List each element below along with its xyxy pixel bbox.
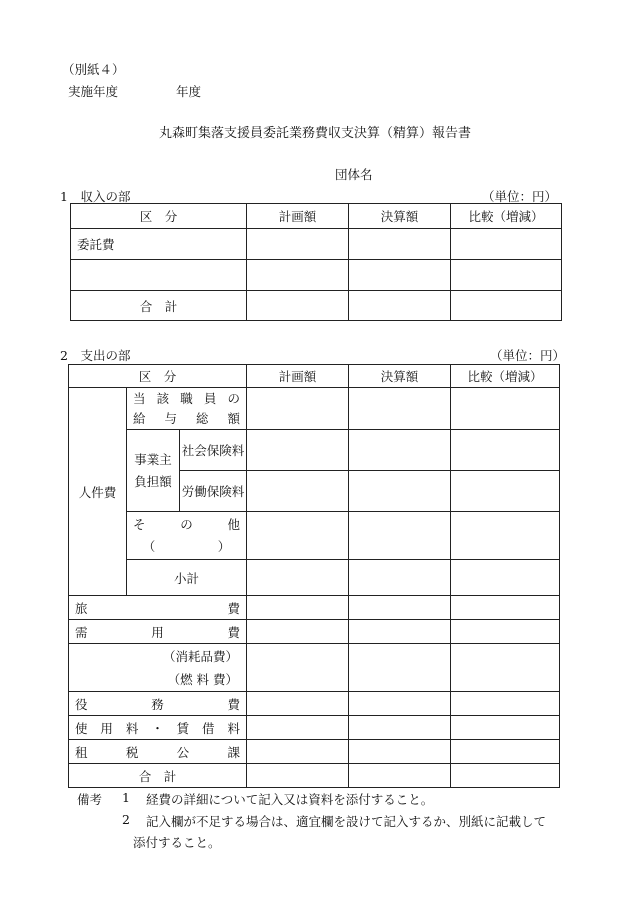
cell-actual[interactable]	[349, 471, 451, 512]
income-header-row	[71, 204, 562, 229]
table-row	[69, 512, 560, 560]
cell-plan[interactable]	[247, 764, 349, 788]
cell-diff[interactable]	[451, 716, 560, 740]
employer-line2: 負担額	[134, 473, 172, 489]
salary-line1: 当 該 職 員 の	[133, 390, 241, 406]
table-row	[69, 560, 560, 596]
cell-actual[interactable]	[349, 692, 451, 716]
table-row	[69, 388, 560, 430]
cell-plan[interactable]	[247, 260, 349, 291]
col-diff: 比較（増減）	[451, 204, 562, 229]
col-category: 区 分	[71, 204, 247, 229]
supplies-text: 需 用 費	[75, 624, 241, 640]
cell-diff[interactable]	[451, 388, 560, 430]
note-2-continuation: 添付すること。	[133, 835, 221, 850]
cell-actual[interactable]	[349, 388, 451, 430]
other-label	[127, 512, 247, 560]
notes-label: 備考	[77, 792, 103, 807]
travel-text: 旅 費	[75, 600, 241, 616]
note-1-number: 1	[122, 790, 130, 805]
cell-plan[interactable]	[247, 740, 349, 764]
table-row	[69, 596, 560, 620]
organization-label: 団体名	[335, 167, 373, 182]
fuel-label: （燃 料 費）	[167, 671, 239, 687]
note-2-number: 2	[122, 812, 130, 827]
cell-plan[interactable]	[247, 388, 349, 430]
cell-plan[interactable]	[247, 291, 349, 321]
cell-diff[interactable]	[451, 229, 562, 260]
table-row	[69, 692, 560, 716]
cell-diff[interactable]	[451, 260, 562, 291]
labor-insurance-label: 労働保険料	[180, 471, 247, 512]
rental-text: 使 用 料 ・ 賃 借 料	[75, 720, 240, 736]
income-total-label: 合 計	[71, 291, 247, 321]
expense-total-row	[69, 764, 560, 788]
subtotal-label: 小計	[127, 560, 247, 596]
cell-plan[interactable]	[247, 512, 349, 560]
col-actual: 決算額	[349, 204, 451, 229]
cell-actual[interactable]	[349, 620, 451, 644]
fiscal-year-label: 実施年度	[68, 84, 119, 99]
expense-header-row	[69, 365, 560, 388]
row-label-blank[interactable]	[71, 260, 247, 291]
cell-diff[interactable]	[451, 620, 560, 644]
cell-actual[interactable]	[349, 740, 451, 764]
employer-burden-label	[127, 430, 180, 512]
cell-diff[interactable]	[451, 512, 560, 560]
cell-diff[interactable]	[451, 740, 560, 764]
table-row	[69, 716, 560, 740]
cell-actual[interactable]	[349, 260, 451, 291]
cell-plan[interactable]	[247, 596, 349, 620]
travel-label	[69, 596, 247, 620]
social-insurance-label: 社会保険料	[180, 430, 247, 471]
cell-actual[interactable]	[349, 291, 451, 321]
cell-diff[interactable]	[451, 560, 560, 596]
cell-plan[interactable]	[247, 471, 349, 512]
cell-plan[interactable]	[247, 560, 349, 596]
cell-diff[interactable]	[451, 764, 560, 788]
supplies-label	[69, 620, 247, 644]
table-row	[69, 644, 560, 692]
table-row	[71, 260, 562, 291]
cell-diff[interactable]	[451, 430, 560, 471]
expense-section-title: 2 支出の部	[60, 348, 131, 363]
expense-unit: （単位：円）	[490, 348, 566, 363]
rental-label	[69, 716, 247, 740]
note-2-text: 記入欄が不足する場合は、適宜欄を設けて記入するか、別紙に記載して	[146, 814, 547, 829]
cell-actual[interactable]	[349, 596, 451, 620]
income-section-title: 1 収入の部	[60, 189, 131, 204]
salary-line2: 給 与 総 額	[133, 410, 241, 426]
taxes-text: 租 税 公 課	[75, 744, 240, 760]
cell-actual[interactable]	[349, 764, 451, 788]
table-row	[69, 620, 560, 644]
attachment-label: （別紙４）	[62, 62, 125, 77]
other-line1: そ の 他	[133, 516, 241, 532]
cell-diff[interactable]	[451, 291, 562, 321]
cell-diff[interactable]	[451, 471, 560, 512]
income-table	[70, 203, 562, 321]
table-row	[69, 430, 560, 471]
cell-plan[interactable]	[247, 644, 349, 692]
cell-diff[interactable]	[451, 644, 560, 692]
cell-diff[interactable]	[451, 596, 560, 620]
income-unit: （単位：円）	[482, 189, 558, 204]
cell-actual[interactable]	[349, 229, 451, 260]
cell-plan[interactable]	[247, 620, 349, 644]
row-label-commission: 委託費	[71, 229, 247, 260]
cell-diff[interactable]	[451, 692, 560, 716]
cell-plan[interactable]	[247, 716, 349, 740]
cell-actual[interactable]	[349, 512, 451, 560]
table-row	[71, 229, 562, 260]
note-1-text: 経費の詳細について記入又は資料を添付すること。	[146, 792, 434, 807]
col-category: 区 分	[69, 365, 247, 388]
services-text: 役 務 費	[75, 696, 241, 712]
col-plan: 計画額	[247, 365, 349, 388]
page-title: 丸森町集落支援員委託業務費収支決算（精算）報告書	[158, 126, 471, 141]
cell-actual[interactable]	[349, 644, 451, 692]
income-total-row	[71, 291, 562, 321]
expense-total-label: 合 計	[69, 764, 247, 788]
cell-plan[interactable]	[247, 692, 349, 716]
cell-plan[interactable]	[247, 229, 349, 260]
personnel-cost-label: 人件費	[69, 388, 127, 596]
other-line2[interactable]: （ ）	[142, 538, 231, 554]
cell-plan[interactable]	[247, 430, 349, 471]
col-actual: 決算額	[349, 365, 451, 388]
consumables-label: （消耗品費）	[163, 648, 239, 664]
year-suffix: 年度	[176, 84, 202, 99]
cell-actual[interactable]	[349, 560, 451, 596]
col-diff: 比較（増減）	[451, 365, 560, 388]
cell-actual[interactable]	[349, 430, 451, 471]
col-plan: 計画額	[247, 204, 349, 229]
table-row	[69, 740, 560, 764]
salary-label	[127, 388, 247, 430]
expense-table	[68, 364, 560, 788]
employer-line1: 事業主	[134, 451, 172, 467]
cell-actual[interactable]	[349, 716, 451, 740]
services-label	[69, 692, 247, 716]
supplies-breakdown	[69, 644, 247, 692]
taxes-label	[69, 740, 247, 764]
